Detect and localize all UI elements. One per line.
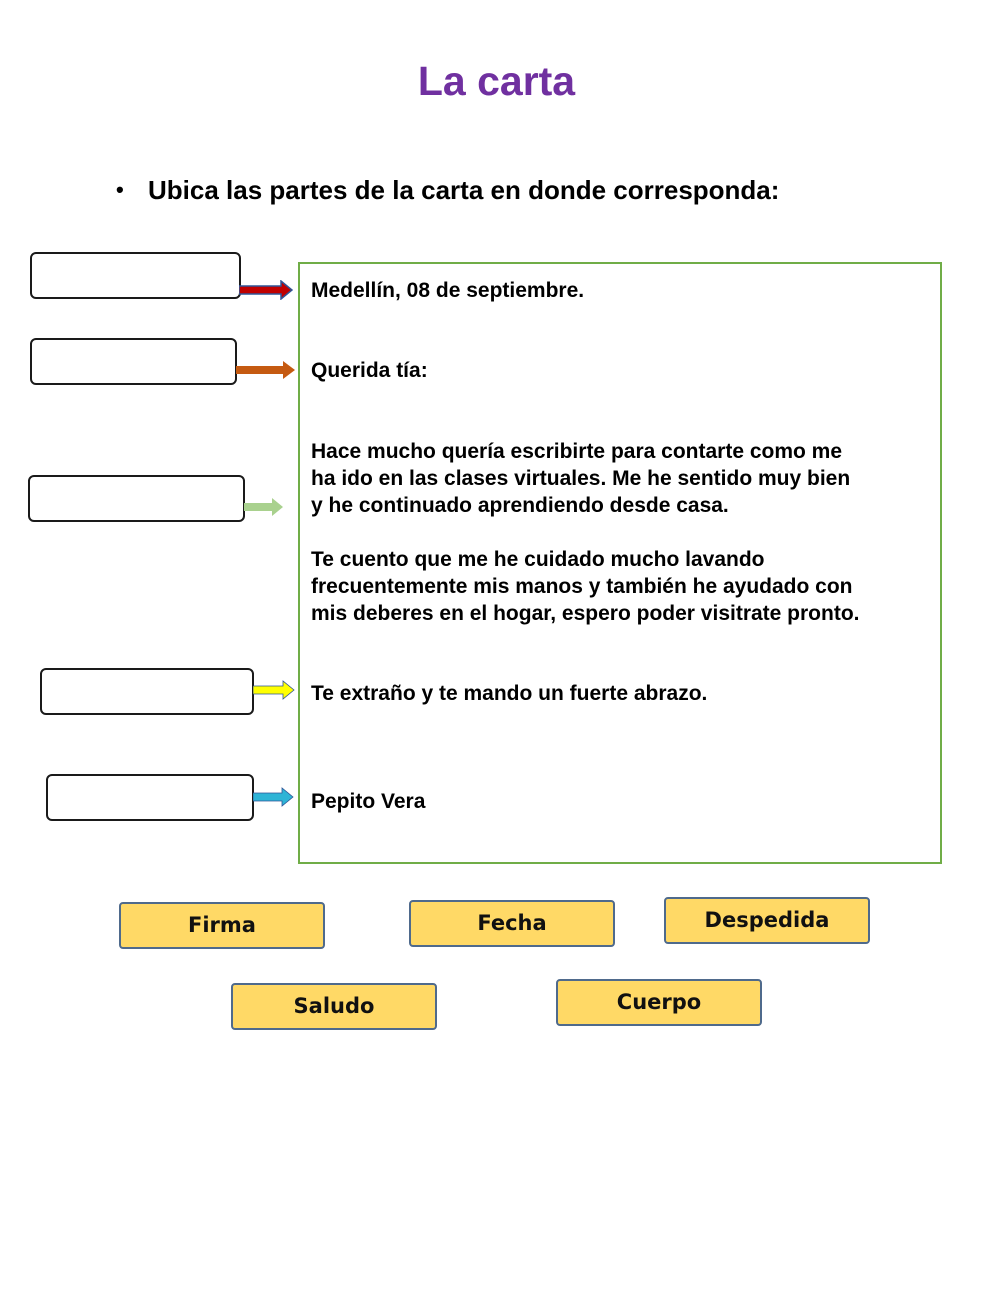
letter-body-line: Te cuento que me he cuidado mucho lavando bbox=[311, 548, 765, 571]
instruction-text: Ubica las partes de la carta en donde corresponda: bbox=[148, 175, 780, 205]
letter-closing: Te extraño y te mando un fuerte abrazo. bbox=[311, 682, 708, 705]
arrow-closing-icon bbox=[253, 680, 295, 700]
letter-body-line: ha ido en las clases virtuales. Me he sentido muy bien bbox=[311, 467, 851, 490]
tile-fecha[interactable]: Fecha bbox=[409, 900, 615, 947]
drop-box-greeting[interactable] bbox=[30, 338, 237, 385]
letter-body-line: frecuentemente mis manos y también he ayudado con bbox=[311, 575, 853, 598]
arrow-greeting-icon bbox=[236, 360, 296, 380]
arrow-date-icon bbox=[239, 280, 293, 300]
letter-body-paragraph-1 bbox=[311, 438, 941, 519]
page-title: La carta bbox=[417, 58, 576, 104]
letter-body-line: Hace mucho quería escribirte para contarte como me bbox=[311, 440, 843, 463]
bullet-icon: • bbox=[116, 177, 124, 202]
tile-despedida[interactable]: Despedida bbox=[664, 897, 870, 944]
tile-saludo[interactable]: Saludo bbox=[231, 983, 437, 1030]
letter-body-paragraph-2 bbox=[311, 546, 941, 627]
letter-greeting: Querida tía: bbox=[311, 359, 428, 382]
letter-box bbox=[298, 262, 942, 864]
instruction bbox=[116, 175, 779, 206]
tile-firma[interactable]: Firma bbox=[119, 902, 325, 949]
tile-cuerpo[interactable]: Cuerpo bbox=[556, 979, 762, 1026]
drop-box-closing[interactable] bbox=[40, 668, 254, 715]
drop-box-date[interactable] bbox=[30, 252, 241, 299]
drop-box-body[interactable] bbox=[28, 475, 245, 522]
letter-signature: Pepito Vera bbox=[311, 790, 426, 813]
letter-body-line: mis deberes en el hogar, espero poder visitrate pronto. bbox=[311, 602, 860, 625]
letter-date: Medellín, 08 de septiembre. bbox=[311, 279, 585, 302]
drop-box-signature[interactable] bbox=[46, 774, 254, 821]
letter-body-line: y he continuado aprendiendo desde casa. bbox=[311, 494, 729, 517]
arrow-signature-icon bbox=[253, 787, 294, 807]
arrow-body-icon bbox=[244, 497, 284, 517]
